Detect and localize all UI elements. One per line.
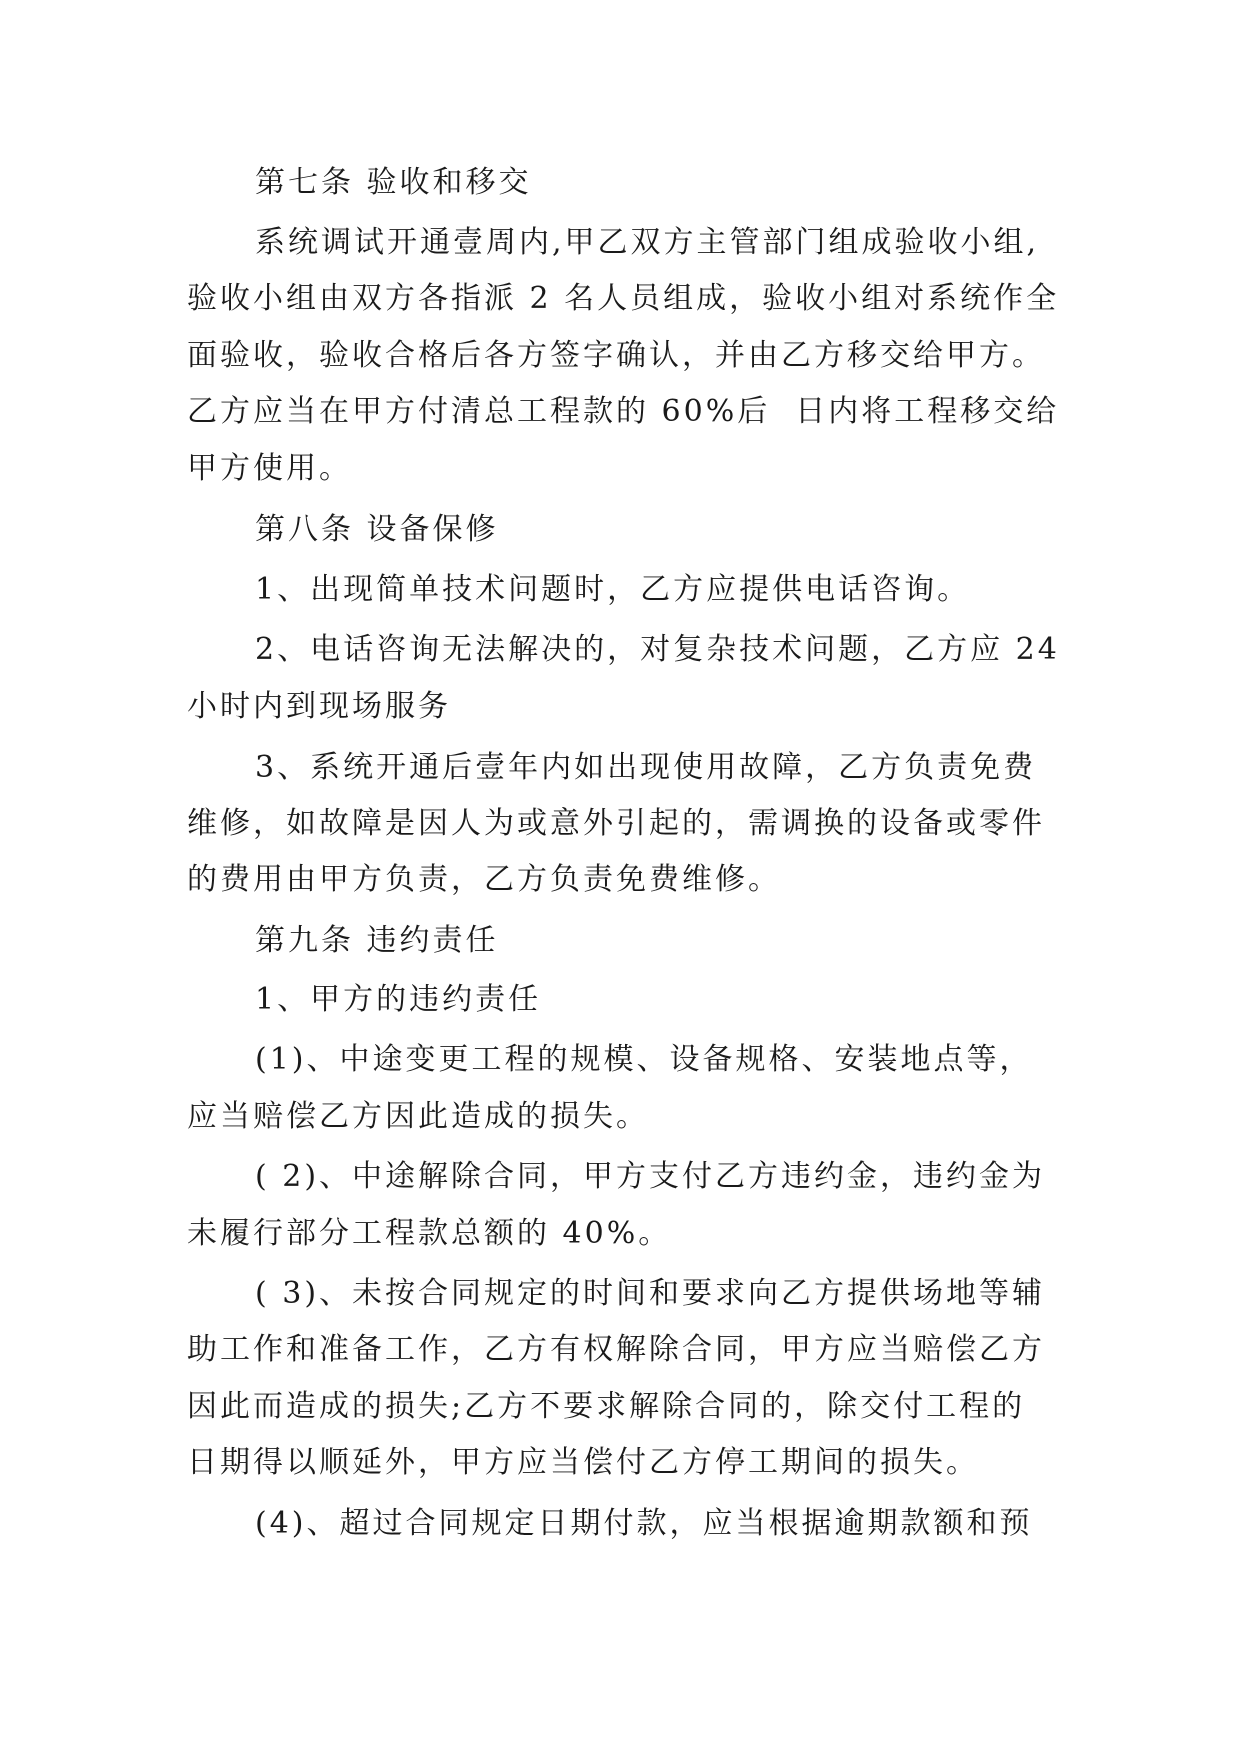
paragraph-line: 助工作和准备工作，乙方有权解除合同，甲方应当赔偿乙方 [187,1332,1045,1367]
paragraph-line: 3、系统开通后壹年内如出现使用故障，乙方负责免费 [255,750,1037,785]
article-7-heading: 第七条 验收和移交 [255,165,532,200]
paragraph-line: 1、出现简单技术问题时，乙方应提供电话咨询。 [255,572,971,607]
paragraph-line: 应当赔偿乙方因此造成的损失。 [187,1099,649,1134]
paragraph-line: (4)、超过合同规定日期付款，应当根据逾期款额和预 [255,1506,1033,1541]
paragraph-line: 的费用由甲方负责，乙方负责免费维修。 [187,862,781,897]
paragraph-line: 系统调试开通壹周内,甲乙双方主管部门组成验收小组, [255,225,1040,260]
paragraph-line: 日期得以顺延外，甲方应当偿付乙方停工期间的损失。 [187,1445,979,1480]
paragraph-line: 甲方使用。 [187,451,352,486]
paragraph-line: 未履行部分工程款总额的 40%。 [187,1216,672,1251]
paragraph-line: 2、电话咨询无法解决的，对复杂技术问题，乙方应 24 [255,632,1060,667]
paragraph-line: 验收小组由双方各指派 2 名人员组成，验收小组对系统作全 [187,281,1060,316]
paragraph-line: 乙方应当在甲方付清总工程款的 60%后 日内将工程移交给 [187,394,1060,429]
paragraph-line: 面验收，验收合格后各方签字确认，并由乙方移交给甲方。 [187,338,1045,373]
article-9-heading: 第九条 违约责任 [255,923,499,958]
paragraph-line: (1)、中途变更工程的规模、设备规格、安装地点等， [255,1042,1033,1077]
paragraph-line: 维修，如故障是因人为或意外引起的，需调换的设备或零件 [187,806,1045,841]
paragraph-line: ( 2)、中途解除合同，甲方支付乙方违约金，违约金为 [255,1159,1046,1194]
paragraph-line: ( 3)、未按合同规定的时间和要求向乙方提供场地等辅 [255,1276,1046,1311]
paragraph-line: 1、甲方的违约责任 [255,982,542,1017]
paragraph-line: 因此而造成的损失;乙方不要求解除合同的，除交付工程的 [187,1389,1026,1424]
article-8-heading: 第八条 设备保修 [255,512,499,547]
paragraph-line: 小时内到现场服务 [187,689,451,724]
